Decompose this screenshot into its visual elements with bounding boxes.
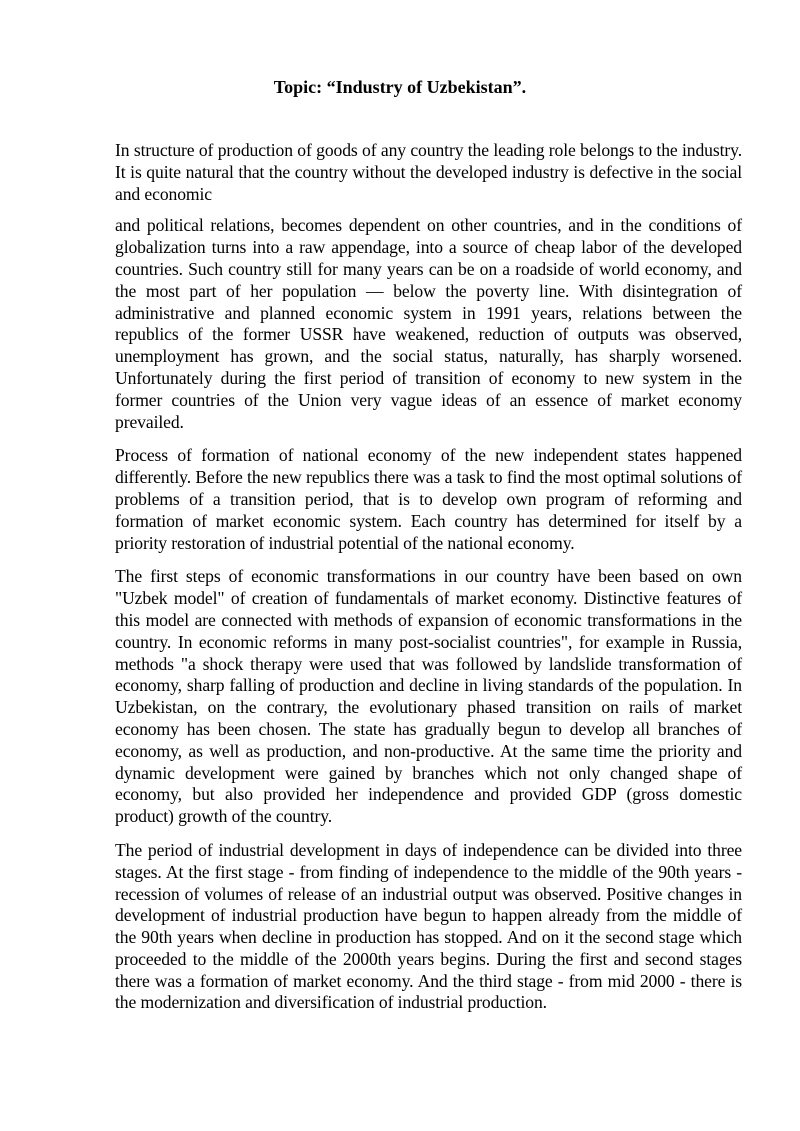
paragraph-2: and political relations, becomes dependent on other countries, and in the conditions of globalization turns into a raw appendage, into a source of cheap labor of the developed countries. Such country still for many years can be on a roadside of world economy, and the most part of her population — below the poverty line. With disintegration of administrative and planned economic system in 1991 years, relations between the republics of the former USSR have weakened, reduction of outputs was observed, unemployment has grown, and the social status, naturally, has sharply worsened. Unfortunately during the first period of transition of economy to new system in the former countries of the Union very vague ideas of an essence of market economy prevailed. (115, 215, 742, 432)
paragraph-4: The first steps of economic transformations in our country have been based on own "Uzbek model" of creation of fundamentals of market economy. Distinctive features of this model are connected with methods of expansion of economic transformations in the country. In economic reforms in many post-socialist countries", for example in Russia, methods "a shock therapy were used that was followed by landslide transformation of economy, sharp falling of production and decline in living standards of the population. In Uzbekistan, on the contrary, the evolutionary phased transition on rails of market economy has been chosen. The state has gradually begun to develop all branches of economy, as well as production, and non-productive. At the same time the priority and dynamic development were gained by branches which not only changed shape of economy, but also provided her independence and provided GDP (gross domestic product) growth of the country. (115, 566, 742, 827)
document-title: Topic: “Industry of Uzbekistan”. (273, 77, 527, 97)
document-body (115, 140, 742, 1026)
paragraph-5: The period of industrial development in days of independence can be divided into three stages. At the first stage - from finding of independence to the middle of the 90th years - recession of volumes of release of an industrial output was observed. Positive changes in development of industrial production have begun to happen already from the middle of the 90th years when decline in production has stopped. And on it the second stage which proceeded to the middle of the 2000th years begins. During the first and second stages there was a formation of market economy. And the third stage - from mid 2000 - there is the modernization and diversification of industrial production. (115, 839, 742, 1013)
paragraph-1: In structure of production of goods of any country the leading role belongs to the industry. It is quite natural that the country without the developed industry is defective in the social and economic (115, 140, 742, 204)
paragraph-3: Process of formation of national economy of the new independent states happened differently. Before the new republics there was a task to find the most optimal solutions of problems of a transition period, that is to develop own program of reforming and formation of market economic system. Each country has determined for itself by a priority restoration of industrial potential of the national economy. (115, 445, 742, 553)
